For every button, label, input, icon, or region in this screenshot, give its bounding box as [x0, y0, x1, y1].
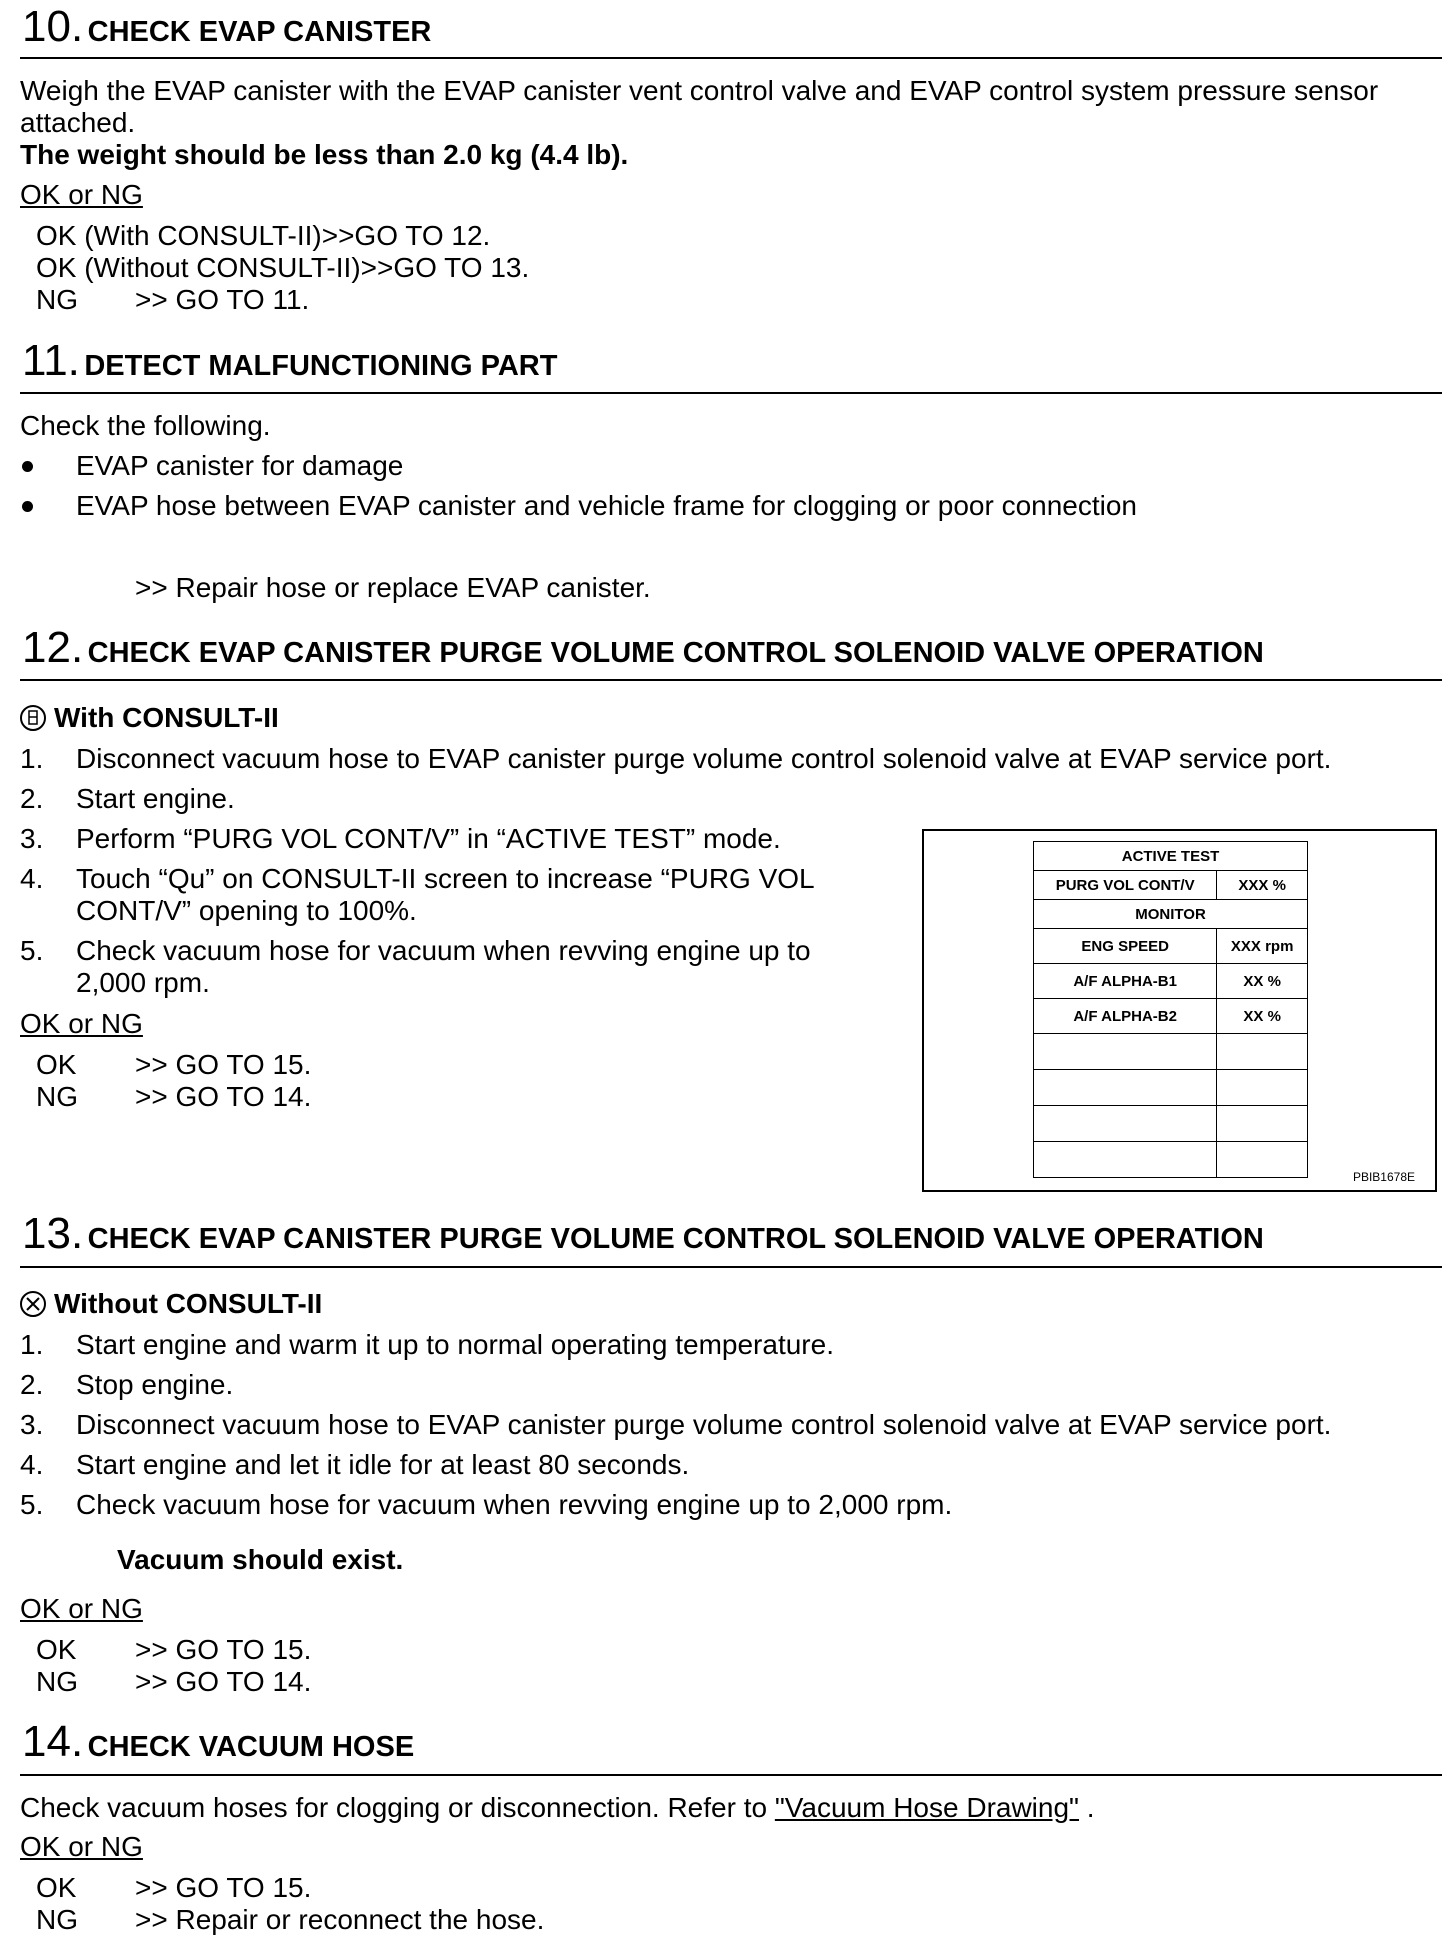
step-number: 3.: [20, 1409, 44, 1440]
result-ng-label: NG: [36, 1904, 78, 1935]
table-cell-label: ENG SPEED: [1034, 929, 1217, 964]
result-ok-without-consult: OK (Without CONSULT-II)>>GO TO 13.: [36, 252, 530, 283]
divider: [20, 392, 1442, 394]
step-number: 12.: [22, 623, 84, 672]
result-ok-with-consult: OK (With CONSULT-II)>>GO TO 12.: [36, 220, 491, 251]
instruction-text: attached.: [20, 107, 136, 138]
instruction-text: Check the following.: [20, 410, 271, 441]
result-ng-action: >> GO TO 14.: [135, 1666, 312, 1697]
step-number: 10.: [22, 2, 84, 51]
ok-or-ng-label: OK or NG: [20, 1008, 143, 1039]
mode-label: [20, 702, 279, 734]
specification: Vacuum should exist.: [117, 1544, 404, 1575]
step-text: Disconnect vacuum hose to EVAP canister purge volume control solenoid valve at EVAP service port.: [76, 1409, 1332, 1440]
step-text: Start engine.: [76, 783, 235, 814]
step-title: CHECK VACUUM HOSE: [87, 1731, 415, 1763]
step-text: Start engine and let it idle for at least 80 seconds.: [76, 1449, 690, 1480]
step-number: 13.: [22, 1209, 84, 1258]
table-cell-empty: [1034, 1106, 1217, 1142]
instruction-text: [20, 1792, 1095, 1824]
step-title: DETECT MALFUNCTIONING PART: [84, 350, 558, 382]
consult-tool-icon: [20, 705, 46, 731]
divider: [20, 1774, 1442, 1776]
ok-or-ng-label: OK or NG: [20, 1831, 143, 1862]
figure-id: PBIB1678E: [1352, 1170, 1415, 1184]
no-consult-icon: [20, 1291, 46, 1317]
result-ok-action: >> GO TO 15.: [135, 1872, 312, 1903]
table-cell-value: XXX rpm: [1217, 929, 1308, 964]
step-title: CHECK EVAP CANISTER PURGE VOLUME CONTROL SOLENOID VALVE OPERATION: [87, 1223, 1264, 1255]
table-cell-empty: [1217, 1070, 1308, 1106]
step-text: Check vacuum hose for vacuum when revving engine up to: [76, 935, 811, 966]
result-ok-action: >> GO TO 15.: [135, 1049, 312, 1080]
result-ng-label: NG: [36, 1081, 78, 1112]
divider: [20, 1266, 1442, 1268]
section-13-heading: [22, 1211, 1264, 1257]
result-ok-label: OK: [36, 1872, 77, 1903]
step-title: CHECK EVAP CANISTER PURGE VOLUME CONTROL SOLENOID VALVE OPERATION: [87, 637, 1264, 669]
table-cell-value: XXX %: [1217, 871, 1308, 900]
step-number: 2.: [20, 783, 44, 814]
result-ng-label: NG: [36, 1666, 78, 1697]
step-title: CHECK EVAP CANISTER: [87, 16, 432, 48]
instruction-end: .: [1079, 1792, 1095, 1823]
divider: [20, 57, 1442, 59]
table-cell-value: XX %: [1217, 964, 1308, 999]
section-10-heading: [22, 4, 431, 50]
table-cell-empty: [1034, 1142, 1217, 1178]
result-ok-label: OK: [36, 1049, 77, 1080]
result-ng-label: NG: [36, 284, 78, 315]
bullet: [22, 461, 33, 472]
result-ng-action: >> GO TO 14.: [135, 1081, 312, 1112]
consult-screen-figure: [922, 829, 1437, 1192]
result-ok-action: >> GO TO 15.: [135, 1634, 312, 1665]
mode-text: Without CONSULT-II: [54, 1288, 323, 1319]
step-number: 1.: [20, 1329, 44, 1360]
step-text: Disconnect vacuum hose to EVAP canister purge volume control solenoid valve at EVAP service port.: [76, 743, 1332, 774]
result-ng-action: >> GO TO 11.: [135, 284, 310, 315]
divider: [20, 679, 1442, 681]
result-ok-label: OK: [36, 1634, 77, 1665]
vacuum-hose-drawing-link[interactable]: "Vacuum Hose Drawing": [774, 1792, 1079, 1823]
table-section-header: MONITOR: [1034, 900, 1308, 929]
instruction-body: Check vacuum hoses for clogging or disconnection. Refer to: [20, 1792, 775, 1823]
step-text: Check vacuum hose for vacuum when revving engine up to 2,000 rpm.: [76, 1489, 953, 1520]
step-number: 3.: [20, 823, 44, 854]
step-number: 4.: [20, 863, 44, 894]
table-cell-empty: [1217, 1142, 1308, 1178]
step-text: Perform “PURG VOL CONT/V” in “ACTIVE TEST” mode.: [76, 823, 781, 854]
active-test-table: [1033, 841, 1308, 1178]
step-text: CONT/V” opening to 100%.: [76, 895, 417, 926]
step-number: 4.: [20, 1449, 44, 1480]
mode-text: With CONSULT-II: [54, 702, 279, 733]
list-item: EVAP canister for damage: [76, 450, 404, 481]
table-cell-empty: [1034, 1070, 1217, 1106]
step-number: 2.: [20, 1369, 44, 1400]
list-item: EVAP hose between EVAP canister and vehicle frame for clogging or poor connection: [76, 490, 1138, 521]
step-text: Stop engine.: [76, 1369, 234, 1400]
step-text: Start engine and warm it up to normal operating temperature.: [76, 1329, 834, 1360]
ok-or-ng-label: OK or NG: [20, 179, 143, 210]
repair-action: >> Repair hose or replace EVAP canister.: [135, 572, 651, 603]
table-cell-empty: [1217, 1106, 1308, 1142]
section-14-heading: [22, 1719, 414, 1765]
result-ng-action: >> Repair or reconnect the hose.: [135, 1904, 545, 1935]
table-cell-value: XX %: [1217, 999, 1308, 1034]
step-number: 1.: [20, 743, 44, 774]
step-number: 14.: [22, 1717, 84, 1766]
step-number: 11.: [22, 336, 80, 385]
mode-label: [20, 1288, 322, 1320]
table-cell-empty: [1034, 1034, 1217, 1070]
table-cell-label: A/F ALPHA-B2: [1034, 999, 1217, 1034]
table-header: ACTIVE TEST: [1034, 842, 1308, 871]
step-text: 2,000 rpm.: [76, 967, 210, 998]
table-cell-label: PURG VOL CONT/V: [1034, 871, 1217, 900]
instruction-text: Weigh the EVAP canister with the EVAP canister vent control valve and EVAP control system pressure sensor: [20, 75, 1379, 106]
step-number: 5.: [20, 1489, 44, 1520]
specification: The weight should be less than 2.0 kg (4.4 lb).: [20, 139, 629, 170]
ok-or-ng-label: OK or NG: [20, 1593, 143, 1624]
table-cell-empty: [1217, 1034, 1308, 1070]
section-12-heading: [22, 625, 1264, 671]
section-11-heading: [22, 338, 557, 384]
bullet: [22, 501, 33, 512]
step-text: Touch “Qu” on CONSULT-II screen to increase “PURG VOL: [76, 863, 815, 894]
step-number: 5.: [20, 935, 44, 966]
table-cell-label: A/F ALPHA-B1: [1034, 964, 1217, 999]
